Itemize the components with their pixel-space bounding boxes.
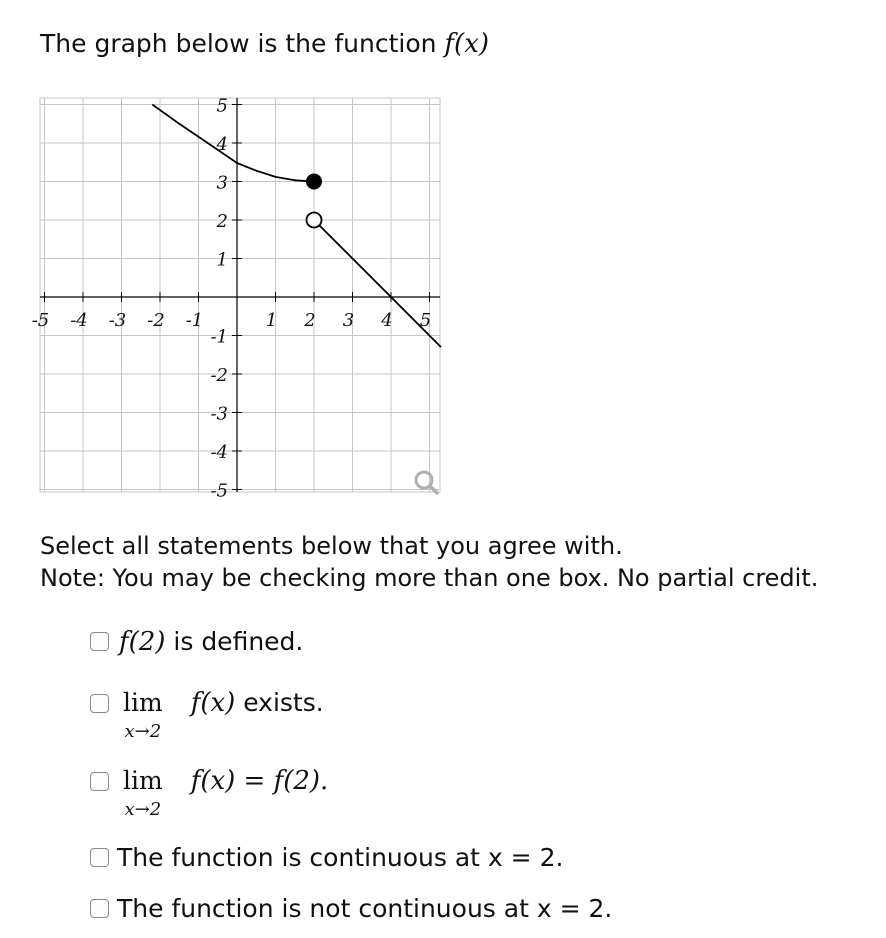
grid-frame — [40, 95, 440, 492]
option-3-lim: lim — [123, 766, 163, 795]
instructions-line-1: Select all statements below that you agree with. — [40, 532, 623, 560]
x-tick-label: 1 — [265, 310, 278, 331]
option-3-lim-sub: x→2 — [124, 799, 162, 820]
y-tick-label: -4 — [210, 442, 228, 463]
x-tick-label: -4 — [70, 310, 88, 331]
y-tick-label: 1 — [216, 249, 228, 271]
option-2-expr: f(x) — [190, 688, 236, 718]
option-2-lim-sub: x→2 — [124, 721, 162, 742]
y-tick-label: 4 — [216, 134, 228, 155]
option-not-continuous[interactable] — [90, 893, 612, 925]
option-2-lim: lim — [123, 688, 163, 717]
checkbox-f2-defined[interactable] — [90, 632, 109, 651]
option-limit-equals-f2[interactable] — [90, 766, 328, 822]
checkbox-limit-equals-f2[interactable] — [90, 772, 109, 791]
option-2-label: exists. — [235, 688, 324, 717]
checkbox-continuous[interactable] — [90, 848, 109, 867]
y-tick-label: 3 — [216, 172, 228, 194]
checkbox-not-continuous[interactable] — [90, 899, 109, 918]
graph-axes — [40, 95, 440, 492]
y-tick-label: 5 — [216, 95, 228, 117]
x-tick-label: 2 — [304, 310, 316, 331]
x-tick-label: -5 — [31, 310, 50, 331]
x-tick-label: -3 — [108, 310, 127, 331]
option-3-expr: f(x) = f(2). — [190, 766, 329, 796]
x-tick-label: -1 — [185, 310, 204, 331]
x-tick-label: -2 — [147, 310, 165, 331]
option-1-math: f(2) — [119, 627, 166, 657]
checkbox-limit-exists[interactable] — [90, 694, 109, 713]
option-5-label: The function is not continuous at x = 2. — [117, 894, 613, 923]
line-right-piece — [314, 220, 441, 347]
option-limit-exists[interactable] — [90, 688, 324, 744]
y-tick-label: -5 — [210, 480, 228, 502]
option-f2-defined[interactable] — [90, 626, 303, 658]
graph-tick-labels — [32, 96, 432, 502]
option-continuous[interactable] — [90, 842, 563, 874]
prompt-function: f(x) — [444, 29, 489, 59]
closed-point — [306, 174, 322, 190]
x-tick-label: 5 — [419, 310, 432, 331]
graph-grid — [40, 95, 440, 492]
y-tick-label: 2 — [216, 211, 228, 232]
y-tick-label: -3 — [210, 403, 228, 425]
x-tick-label: 3 — [342, 310, 355, 331]
option-1-label: is defined. — [165, 627, 304, 656]
instructions-line-2: Note: You may be checking more than one box. No partial credit. — [40, 564, 819, 592]
prompt-text: The graph below is the function — [40, 29, 445, 58]
x-tick-label: 4 — [381, 310, 393, 331]
option-4-label: The function is continuous at x = 2. — [117, 843, 564, 872]
open-point — [307, 213, 322, 228]
y-tick-label: -2 — [210, 365, 228, 386]
y-tick-label: -1 — [210, 326, 228, 348]
instructions — [40, 530, 818, 594]
